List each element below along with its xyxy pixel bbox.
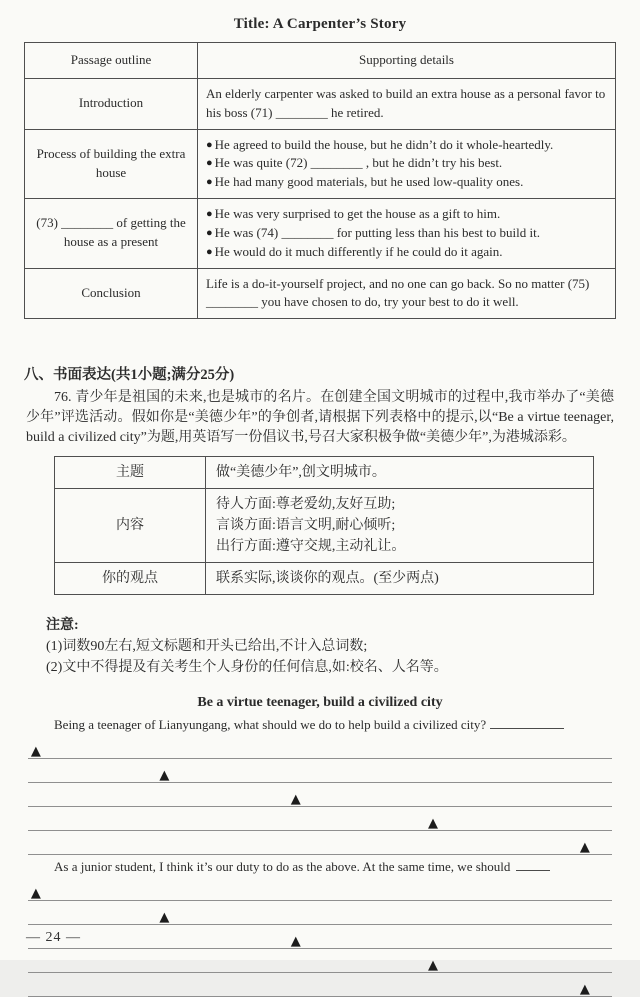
bullet-item xyxy=(206,243,607,262)
writing-line xyxy=(28,807,612,831)
cell-outline-process: Process of building the extra house xyxy=(25,129,198,199)
table-row xyxy=(25,43,616,79)
bullet-text: He would do it much differently if he could do it again. xyxy=(214,243,503,259)
writing-line xyxy=(28,877,612,901)
triangle-marker-icon: ▲ xyxy=(30,885,41,901)
bullet-text: He agreed to build the house, but he didn’t do it whole-heartedly. xyxy=(214,136,554,152)
header-passage-outline: Passage outline xyxy=(25,43,198,79)
triangle-marker-icon: ▲ xyxy=(579,981,590,997)
triangle-marker-icon: ▲ xyxy=(428,815,439,831)
content-line: 出行方面:遵守交规,主动礼让。 xyxy=(216,538,406,554)
triangle-marker-icon: ▲ xyxy=(159,909,170,925)
essay-opening-2 xyxy=(28,857,612,877)
writing-line xyxy=(28,949,612,973)
bullet-item xyxy=(206,205,607,224)
notes-label: 注意: xyxy=(46,617,79,633)
table-row xyxy=(55,456,594,488)
opening-text: Being a teenager of Lianyungang, what should we do to help build a civilized city? xyxy=(54,716,487,732)
writing-line xyxy=(28,925,612,949)
cell-outline-feelings: (73) ________ of getting the house as a present xyxy=(25,199,198,269)
cell-value-content xyxy=(206,488,594,562)
carpenter-table xyxy=(24,42,616,319)
writing-line xyxy=(28,973,612,997)
writing-line xyxy=(28,735,612,759)
bullet-item xyxy=(206,224,607,243)
triangle-marker-icon: ▲ xyxy=(579,839,590,855)
cell-value-theme: 做“美德少年”,创文明城市。 xyxy=(206,456,594,488)
cell-label-opinion: 你的观点 xyxy=(55,562,206,594)
table-row xyxy=(25,129,616,199)
bullet-text: He was quite (72) ________ , but he didn’t try his best. xyxy=(214,155,503,171)
bullet-icon: ● xyxy=(206,157,213,170)
cell-details-conclusion: Life is a do-it-yourself project, and no one can go back. So no matter (75) ________ you have chosen to do, try your best to do it well. xyxy=(198,268,616,319)
triangle-marker-icon: ▲ xyxy=(290,933,301,949)
cell-outline-introduction: Introduction xyxy=(25,78,198,129)
writing-line xyxy=(28,831,612,855)
essay-opening-1 xyxy=(28,715,612,735)
page-number: — 24 — xyxy=(26,930,81,945)
table-row xyxy=(55,488,594,562)
writing-hints-table xyxy=(54,456,594,595)
bullet-icon: ● xyxy=(206,138,213,151)
writing-line xyxy=(28,901,612,925)
cell-details-process xyxy=(198,129,616,199)
bullet-icon: ● xyxy=(206,176,213,189)
bullet-item xyxy=(206,173,607,192)
bullet-item xyxy=(206,154,607,173)
bullet-icon: ● xyxy=(206,226,213,239)
bullet-text: He had many good materials, but he used low-quality ones. xyxy=(214,174,524,190)
cell-details-introduction: An elderly carpenter was asked to build an extra house as a personal favor to his boss (71) ________ he retired. xyxy=(198,78,616,129)
opening-text: As a junior student, I think it’s our duty to do as the above. At the same time, we should xyxy=(54,858,511,874)
essay-title: Be a virtue teenager, build a civilized city xyxy=(197,694,443,710)
section-heading-written-expression: 八、书面表达(共1小题;满分25分) xyxy=(24,367,235,384)
triangle-marker-icon: ▲ xyxy=(159,767,170,783)
content-line: 待人方面:尊老爱幼,友好互助; xyxy=(216,496,396,512)
writing-line xyxy=(28,759,612,783)
note-item: (1)词数90左右,短文标题和开头已给出,不计入总词数; xyxy=(46,639,368,655)
cell-details-feelings xyxy=(198,199,616,269)
table-row xyxy=(55,562,594,594)
content-line: 言谈方面:语言文明,耐心倾听; xyxy=(216,517,396,533)
writing-line xyxy=(28,783,612,807)
cell-label-content: 内容 xyxy=(55,488,206,562)
bullet-text: He was very surprised to get the house as a gift to him. xyxy=(214,206,501,222)
note-item: (2)文中不得提及有关考生个人身份的任何信息,如:校名、人名等。 xyxy=(46,660,448,676)
notes-block xyxy=(46,615,614,679)
bullet-icon: ● xyxy=(206,208,213,221)
task-prompt-76: 76. 青少年是祖国的未来,也是城市的名片。在创建全国文明城市的过程中,我市举办了“美德少年”评选活动。假如你是“美德少年”的争创者,请根据下列表格中的提示,以“Be a virtue teenager, build a civilized city”为题,用英语写一份倡议书,号召大家积极争做“美德少年”,为港城添彩。 xyxy=(26,390,614,446)
bullet-icon: ● xyxy=(206,245,213,258)
cell-label-theme: 主题 xyxy=(55,456,206,488)
triangle-marker-icon: ▲ xyxy=(428,957,439,973)
answer-blank xyxy=(516,858,550,871)
bullet-text: He was (74) ________ for putting less than his best to build it. xyxy=(214,224,540,240)
answer-blank xyxy=(490,716,564,729)
carpenter-table-title: Title: A Carpenter’s Story xyxy=(233,16,407,32)
table-row xyxy=(25,78,616,129)
bullet-item xyxy=(206,136,607,155)
table-row xyxy=(25,199,616,269)
triangle-marker-icon: ▲ xyxy=(30,743,41,759)
cell-outline-conclusion: Conclusion xyxy=(25,268,198,319)
header-supporting-details: Supporting details xyxy=(198,43,616,79)
triangle-marker-icon: ▲ xyxy=(290,791,301,807)
table-row xyxy=(25,268,616,319)
cell-value-opinion: 联系实际,谈谈你的观点。(至少两点) xyxy=(206,562,594,594)
